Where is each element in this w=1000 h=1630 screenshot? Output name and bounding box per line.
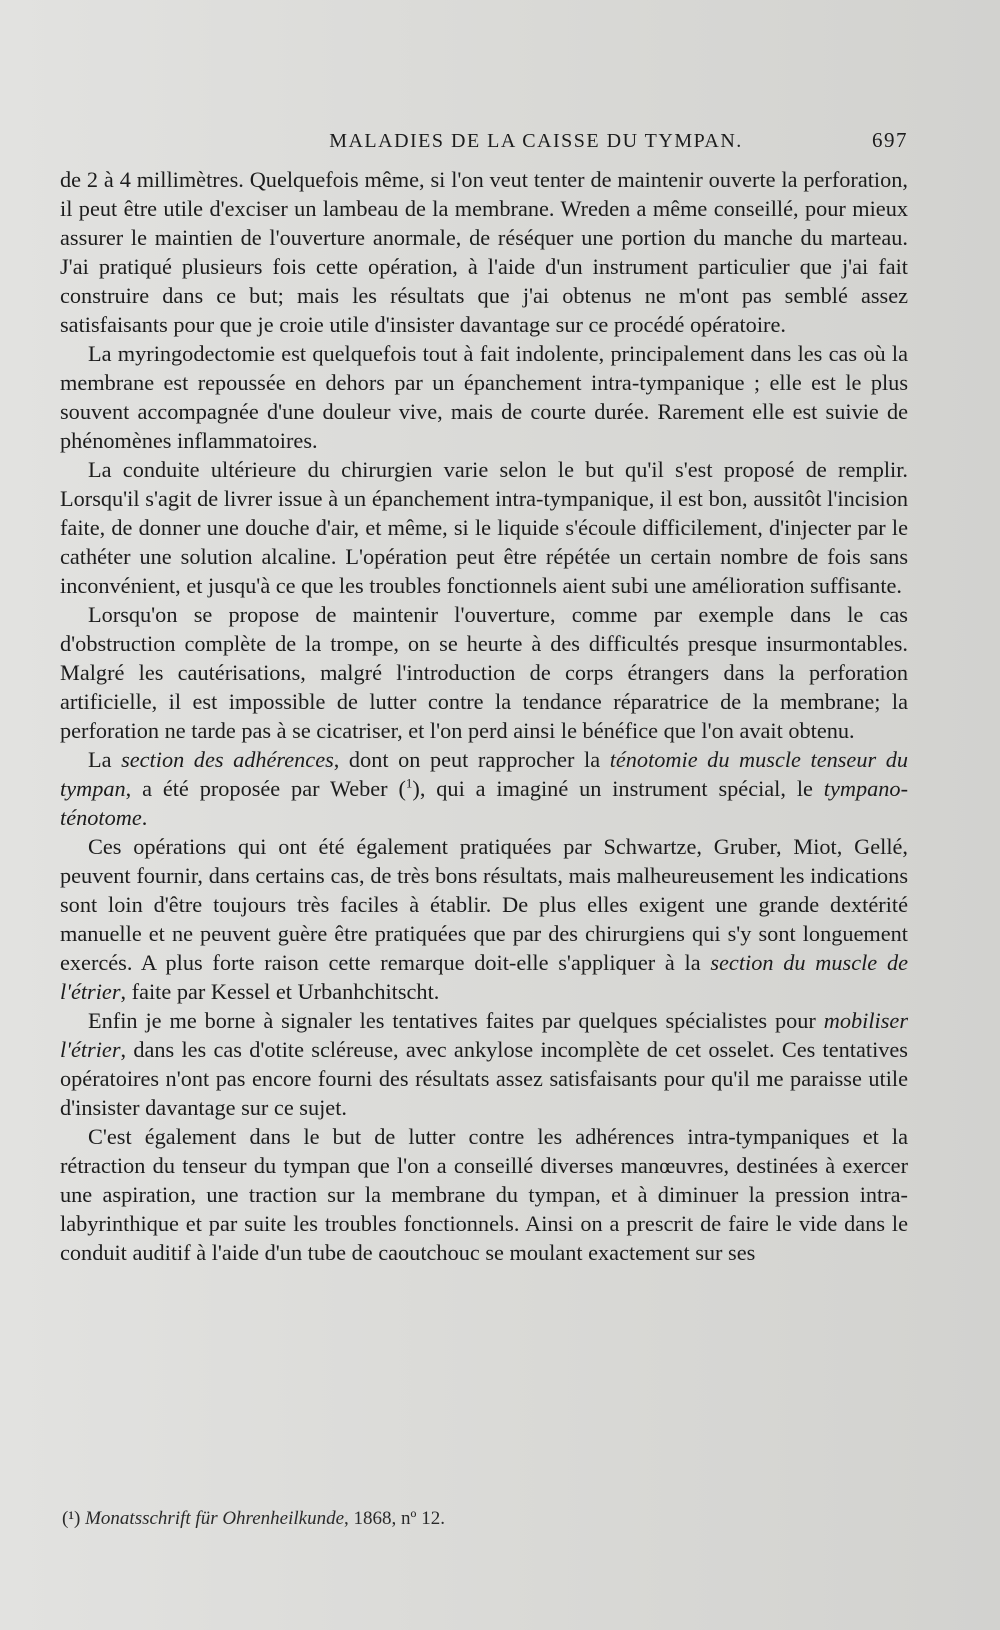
text-run: La — [88, 747, 122, 772]
running-title: MALADIES DE LA CAISSE DU TYMPAN. — [329, 130, 743, 152]
italic-phrase: section du muscle de l'étrier — [60, 950, 908, 1004]
text-run: La myringodectomie est quelquefois tout à fait indolente, principalement dans les cas où la membrane est repoussée en dehors par un épanchement intra-tympanique ; elle est le plus souvent accompagnée d'une douleur vive, mais de courte durée. Rarement elle est suivie de phénomènes inflammatoires. — [60, 341, 908, 453]
paragraph — [60, 600, 908, 745]
paragraph — [60, 1122, 908, 1267]
running-header — [60, 128, 908, 153]
text-run: , dont on peut rapprocher la — [333, 747, 610, 772]
paragraph — [60, 165, 908, 339]
italic-phrase: ténotomie du muscle tenseur du tympan — [60, 747, 908, 801]
footnote-marker: (¹) — [62, 1508, 81, 1529]
footnote-journal: Monatsschrift für Ohrenheilkunde — [85, 1508, 345, 1529]
text-run: , a été proposée par Weber ( — [125, 776, 406, 801]
footnote — [62, 1508, 445, 1530]
body-text — [60, 165, 908, 1267]
paragraph — [60, 339, 908, 455]
italic-phrase: mobiliser l'étrier — [60, 1008, 908, 1062]
text-run: La conduite ultérieure du chirurgien varie selon le but qu'il s'est proposé de remplir. Lorsqu'il s'agit de livrer issue à un épanchement intra-tympanique, il est bon, aussitôt l'incision faite, de donner une douche d'air, et même, si le liquide s'écoule difficilement, d'injecter par le cathéter une solution alcaline. L'opération peut être répétée un certain nombre de fois sans inconvénient, et jusqu'à ce que les troubles fonctionnels aient subi une amélioration suffisante. — [60, 457, 908, 598]
text-run: de 2 à 4 millimètres. Quelquefois même, si l'on veut tenter de maintenir ouverte la perforation, il peut être utile d'exciser un lambeau de la membrane. Wreden a même conseillé, pour mieux assurer le maintien de l'ouverture anormale, de réséquer une portion du manche du marteau. J'ai pratiqué plusieurs fois cette opération, à l'aide d'un instrument particulier que j'ai fait construire dans ce but; mais les résultats que j'ai obtenus ne m'ont pas semblé assez satisfaisants pour que je croie utile d'insister davantage sur ce procédé opératoire. — [60, 167, 908, 337]
paragraph — [60, 455, 908, 600]
text-run: Lorsqu'on se propose de maintenir l'ouverture, comme par exemple dans le cas d'obstruction complète de la trompe, on se heurte à des difficultés presque insurmontables. Malgré les cautérisations, malgré l'introduction de corps étrangers dans la perforation artificielle, il est impossible de lutter contre la tendance réparatrice de la membrane; la perforation ne tarde pas à se cicatriser, et l'on perd ainsi le bénéfice que l'on avait obtenu. — [60, 602, 908, 743]
footnote-rest: , 1868, nº 12. — [344, 1508, 445, 1529]
paragraph — [60, 745, 908, 832]
italic-phrase: tympano-ténotome — [60, 776, 908, 830]
text-run: . — [141, 805, 148, 830]
paragraph — [60, 1006, 908, 1122]
page-number: 697 — [872, 128, 908, 152]
text-run: , faite par Kessel et Urbanhchitscht. — [120, 979, 440, 1004]
italic-phrase: section des adhérences — [121, 747, 334, 772]
text-run: Enfin je me borne à signaler les tentatives faites par quelques spécialistes pour — [88, 1008, 824, 1033]
paragraph — [60, 832, 908, 1006]
text-run: Ces opérations qui ont été également pratiquées par Schwartze, Gruber, Miot, Gellé, peuvent fournir, dans certains cas, de très bons résultats, mais malheureusement les indications sont loin d'être toujours très faciles à établir. De plus elles exigent une grande dextérité manuelle et ne peuvent guère être pratiquées que par des chirurgiens qui s'y sont longuement exercés. A plus forte raison cette remarque doit-elle s'appliquer à la — [60, 834, 908, 975]
text-run: , dans les cas d'otite scléreuse, avec ankylose incomplète de cet osselet. Ces tentatives opératoires n'ont pas encore fourni des résultats assez satisfaisants pour qu'il me paraisse utile d'insister davantage sur ce sujet. — [60, 1037, 908, 1120]
text-run: ), qui a imaginé un instrument spécial, le — [412, 776, 824, 801]
footnote-ref: 1 — [405, 775, 413, 791]
text-run: C'est également dans le but de lutter contre les adhérences intra-tympaniques et la rétraction du tenseur du tympan que l'on a conseillé diverses manœuvres, destinées à exercer une aspiration, une traction sur la membrane du tympan, et à diminuer la pression intra-labyrinthique et par suite les troubles fonctionnels. Ainsi on a prescrit de faire le vide dans le conduit auditif à l'aide d'un tube de caoutchouc se moulant exactement sur ses — [60, 1124, 908, 1265]
